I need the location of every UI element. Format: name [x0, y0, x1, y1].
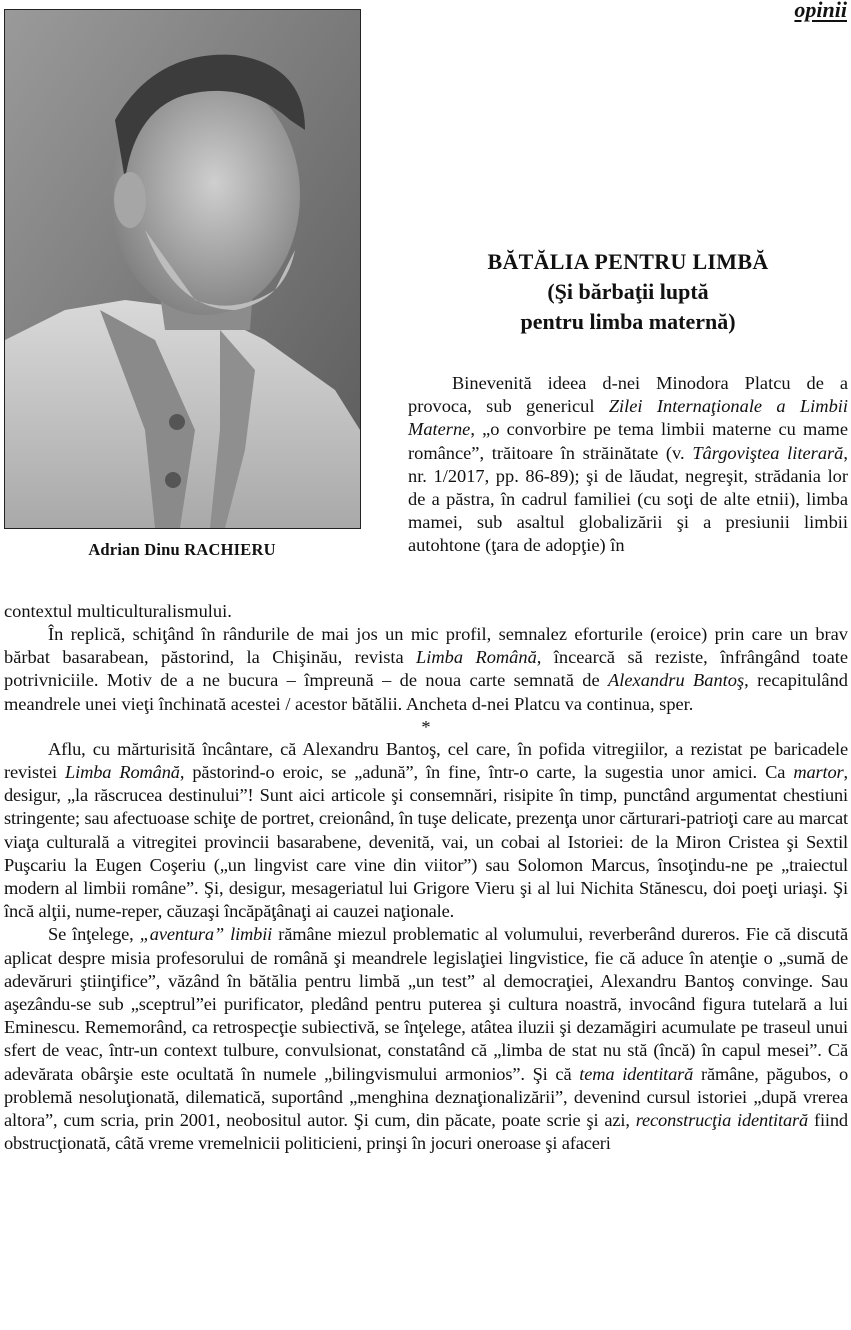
title-main: BĂTĂLIA PENTRU LIMBĂ	[487, 249, 769, 274]
author-photo	[4, 9, 361, 529]
text-run: rămâne, păgubos, o problemă nesoluţionată, dilematică, suportând „menghina deznaţionalizării”, devenind cursul istoriei „după vrerea altora”, cum scria, prin 2001, neobositul autor. Şi cum, din păcate, poate scrie şi azi,	[4, 1063, 849, 1131]
paragraph-language-adventure	[4, 923, 848, 1155]
section-separator: *	[421, 716, 431, 737]
author-caption: Adrian Dinu RACHIERU	[88, 540, 276, 559]
text-run: În replică, schiţând în rândurile de mai jos un mic profil, semnalez eforturile (eroice) prin care un brav bărbat basarabean, păstorind, la Chişinău, revista	[4, 624, 848, 668]
italic-run: Zilei Internaţionale a Limbii Materne	[408, 396, 848, 440]
italic-run: Limba Română	[65, 762, 180, 783]
article-body	[4, 623, 848, 1155]
italic-run: „aventura” limbii	[139, 924, 273, 945]
italic-run: martor	[793, 762, 844, 783]
text-run: , păstorind-o eroic, se „adună”, în fine, într-o carte, la sugestia unor amici. Ca	[179, 762, 794, 783]
text-run: rămâne miezul problematic al volumului, reverberând dureros. Fie că discută aplicat despre misia profesorului de română şi meandrele legislaţiei lingvistice, fie că aduce în atenţie o „sumă de adevăruri ştiinţifice”, văzând în bătălia pentru limbă „un test” al democraţiei, Alexandru Bantoş convinge. Sau aşezându-se sub „sceptrul”ei purificator, pledând pentru puterea şi cultura noastră, invocând figura tutelară a lui Eminescu. Rememorând, ca retrospecţie subiectivă, se înţelege, atâtea iluzii şi dezamăgiri acumulate pe traseul unui sfert de veac, într-un context tulbure, convulsionat, constatând că „limba de stat nu stă (încă) în capul mesei”. Că adevărata obârşie este ocultată în numele „bilingvismului armonios”. Şi că	[4, 924, 848, 1084]
author-portrait-image	[5, 10, 360, 528]
italic-run: Târgoviştea literară	[692, 442, 844, 463]
intro-paragraph	[408, 372, 848, 558]
italic-run: Alexandru Bantoş	[608, 670, 745, 691]
italic-run: reconstrucţia identitară	[635, 1110, 809, 1131]
text-run: , încearcă să reziste, înfrângând toate potrivniciile. Motiv de a ne bucura – împreună – de noua carte semnată de	[4, 647, 849, 691]
italic-run: tema identitară	[579, 1063, 694, 1084]
intro-paragraph-continuation: contextul multiculturalismului.	[4, 601, 232, 621]
paragraph-book	[4, 738, 848, 924]
italic-run: Limba Română	[416, 647, 537, 668]
section-label: opinii	[794, 0, 847, 22]
text-run: Binevenită ideea d-nei Minodora Platcu de a provoca, sub genericul	[408, 373, 848, 417]
text-run: Aflu, cu mărturisită încântare, că Alexandru Bantoş, cel care, în pofida vitregiilor, a rezistat pe baricadele revistei	[4, 738, 848, 783]
article-title	[408, 247, 848, 337]
text-run: , „o convorbire pe tema limbii materne cu mame românce”, trăitoare în străinătate (v.	[408, 419, 848, 463]
subtitle-line-2: pentru limba maternă)	[520, 309, 736, 334]
text-run: , recapitulând meandrele unei vieţi închinată acestei / acestor bătălii. Ancheta d-nei Platcu va continua, sper.	[4, 670, 848, 714]
paragraph-reply	[4, 623, 848, 716]
text-run: Se înţelege,	[48, 924, 140, 945]
subtitle-line-1: (Şi bărbaţii luptă	[547, 279, 709, 304]
text-run: , desigur, „la răscrucea destinului”! Sunt aici articole şi consemnări, risipite în timp, punctând argumentat chestiuni stringente; sau afectuoase schiţe de portret, creionând, în tuşe delicate, prezenţa unor cărturari-patrioţi care au marcat viaţa culturală a vitregitei provincii basarabene, devenită, vai, un cobai al Istoriei: de la Miron Cristea şi Sextil Puşcariu la Eugen Coşeriu („un lingvist care vine din viitor”) sau Solomon Marcus, însoţindu-ne pe „traiectul modern al limbii române”. Şi, desigur, mesageriatul lui Grigore Vieru şi al lui Nichita Stănescu, doi poeţi uriaşi. Şi încă alţii, nume-reper, căuzaşi încăpăţânaţi ai cauzei naţionale.	[4, 762, 848, 922]
text-run: , nr. 1/2017, pp. 86-89); şi de lăudat, negreşit, strădania lor de a păstra, în cadrul familiei (cu soţi de alte etnii), limba mamei, sub asaltul globalizării şi a presiunii limbii autohtone (ţara de adopţie) în	[408, 442, 848, 556]
text-run: fiind obstrucţionată, câtă vreme vremelnicii politicieni, prinşi în jocuri oneroase şi afaceri	[4, 1110, 848, 1154]
